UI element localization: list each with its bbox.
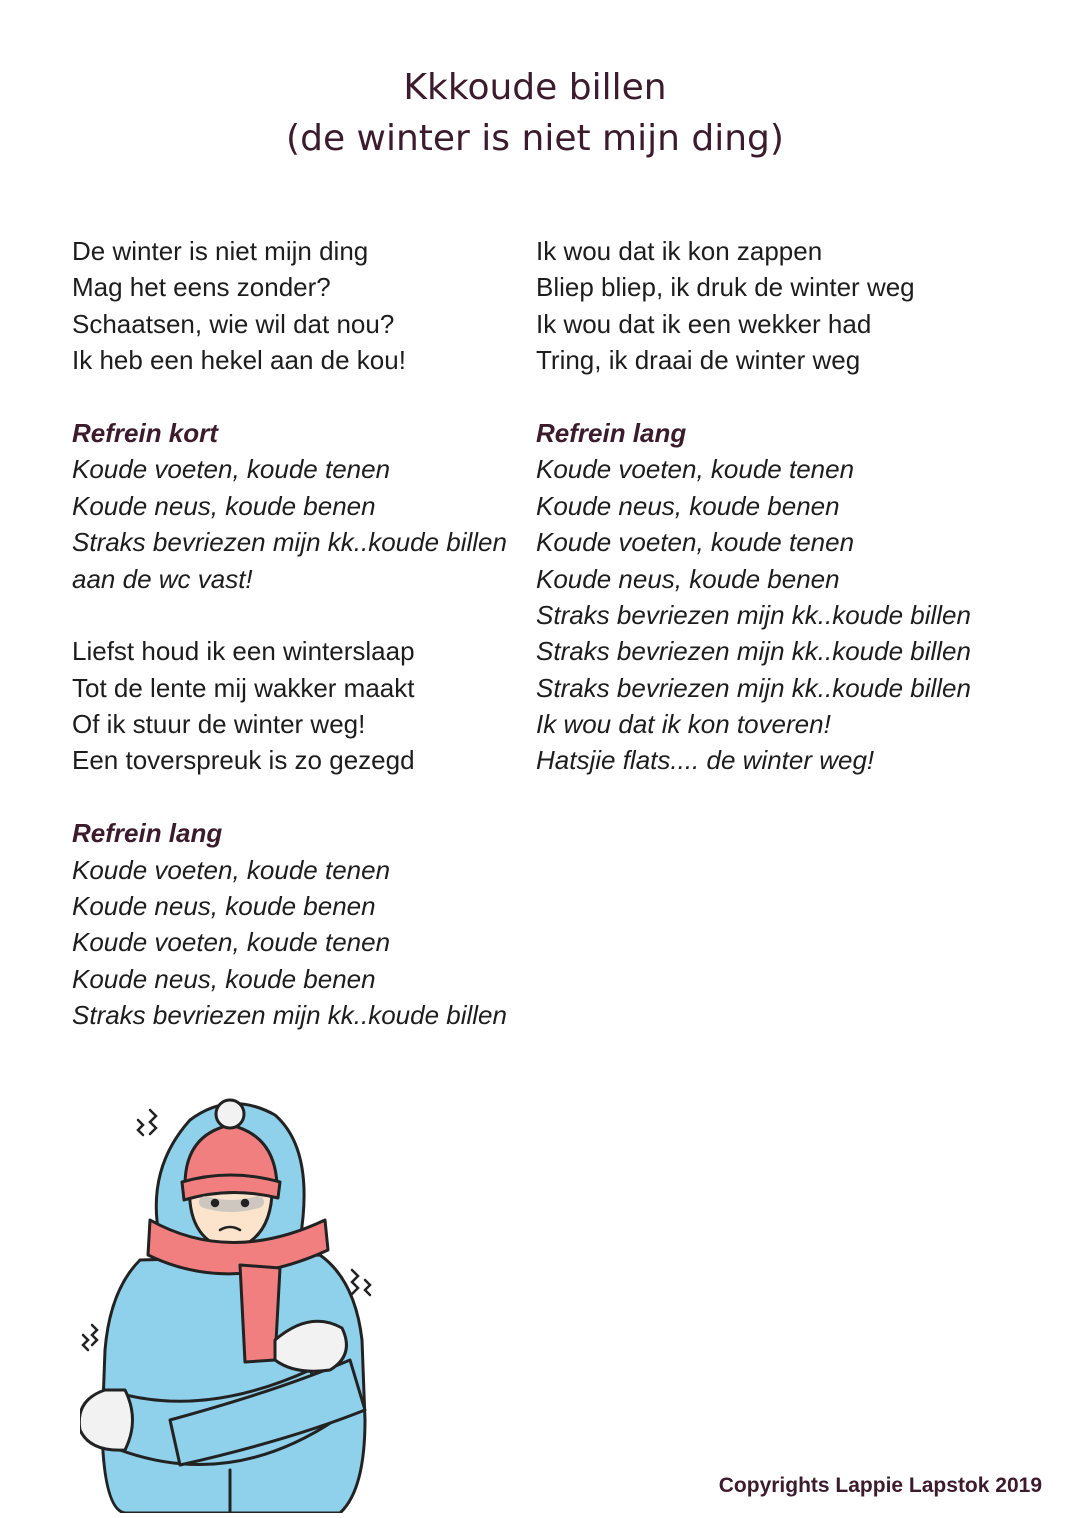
lyrics-column-right — [536, 233, 1016, 815]
lyric-line: Koude neus, koude benen — [72, 891, 376, 922]
lyric-line: Ik wou dat ik een wekker had — [536, 308, 872, 339]
lyric-line: Hatsjie flats.... de winter weg! — [536, 745, 875, 776]
lyric-line: Straks bevriezen mijn kk..koude billen — [536, 599, 971, 630]
lyric-line: Koude neus, koude benen — [72, 963, 376, 994]
verse-3 — [536, 233, 1016, 379]
lyric-line: Koude neus, koude benen — [536, 490, 840, 521]
lyric-line: Ik heb een hekel aan de kou! — [72, 345, 406, 376]
copyright-notice: Copyrights Lappie Lapstok 2019 — [718, 1474, 1042, 1497]
chorus-heading: Refrein kort — [72, 417, 218, 448]
lyric-line: Koude voeten, koude tenen — [72, 854, 391, 885]
chorus-short — [72, 415, 522, 597]
shivering-child-icon — [80, 1090, 390, 1513]
verse-2 — [72, 633, 522, 779]
lyric-line: Koude neus, koude benen — [72, 490, 376, 521]
lyric-line: Tot de lente mij wakker maakt — [72, 672, 415, 703]
lyric-line: Ik wou dat ik kon zappen — [536, 236, 823, 266]
lyric-line: Koude voeten, koude tenen — [536, 527, 855, 558]
lyric-line: Straks bevriezen mijn kk..koude billen — [72, 527, 507, 558]
lyric-line: Of ik stuur de winter weg! — [72, 709, 366, 740]
lyric-line: Koude neus, koude benen — [536, 563, 840, 594]
lyric-line: aan de wc vast! — [72, 563, 253, 594]
verse-1 — [72, 233, 522, 379]
lyric-line: Koude voeten, koude tenen — [72, 927, 391, 958]
lyrics-column-left — [72, 233, 522, 1070]
chorus-long — [536, 415, 1016, 779]
lyric-line: Koude voeten, koude tenen — [72, 454, 391, 485]
lyric-line: Schaatsen, wie wil dat nou? — [72, 308, 395, 339]
lyric-line: De winter is niet mijn ding — [72, 236, 369, 266]
song-title: Kkkoude billen — [403, 67, 667, 108]
lyric-line: Mag het eens zonder? — [72, 272, 331, 303]
song-subtitle: (de winter is niet mijn ding) — [286, 118, 784, 159]
chorus-heading: Refrein lang — [536, 417, 687, 448]
lyric-line: Liefst houd ik een winterslaap — [72, 636, 415, 667]
chorus-heading: Refrein lang — [72, 818, 223, 849]
lyric-line: Een toverspreuk is zo gezegd — [72, 745, 415, 776]
lyric-line: Tring, ik draai de winter weg — [536, 345, 861, 376]
lyric-line: Straks bevriezen mijn kk..koude billen — [536, 672, 971, 703]
lyric-line: Bliep bliep, ik druk de winter weg — [536, 272, 915, 303]
lyric-line: Straks bevriezen mijn kk..koude billen — [536, 636, 971, 667]
chorus-long — [72, 815, 522, 1033]
lyric-line: Koude voeten, koude tenen — [536, 454, 855, 485]
lyric-line: Straks bevriezen mijn kk..koude billen — [72, 1000, 507, 1031]
lyric-line: Ik wou dat ik kon toveren! — [536, 709, 831, 740]
